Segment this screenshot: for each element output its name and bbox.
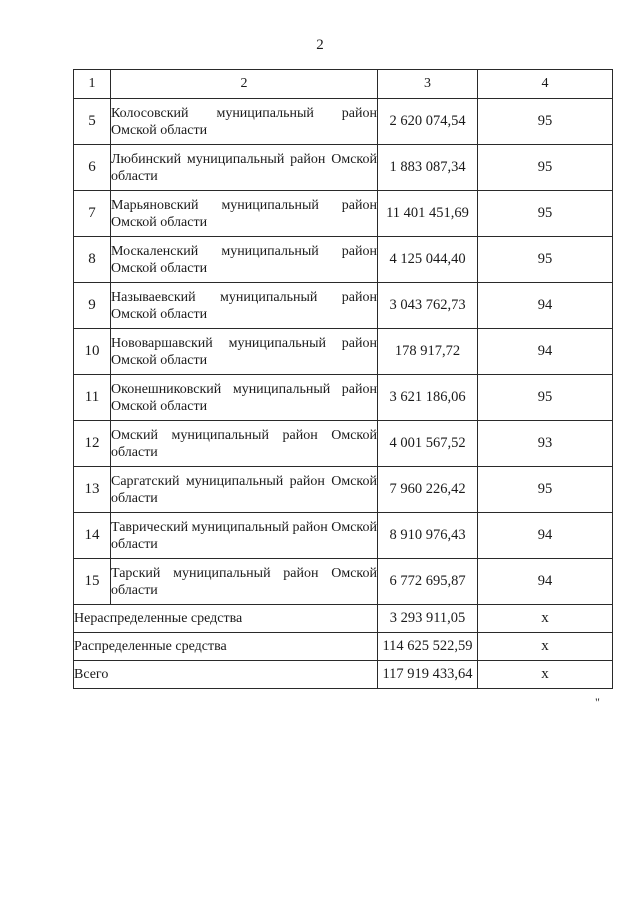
amount-cell: 178 917,72 — [378, 329, 478, 375]
table-row — [74, 559, 613, 605]
closing-quote: " — [595, 695, 600, 709]
summary-row-total — [74, 661, 613, 689]
summary-row-undistributed — [74, 605, 613, 633]
summary-amount: 114 625 522,59 — [378, 633, 478, 661]
percent-cell: 95 — [478, 191, 613, 237]
table-row — [74, 237, 613, 283]
amount-cell: 3 043 762,73 — [378, 283, 478, 329]
percent-cell: 93 — [478, 421, 613, 467]
row-number: 6 — [74, 145, 111, 191]
row-number: 10 — [74, 329, 111, 375]
amount-cell: 6 772 695,87 — [378, 559, 478, 605]
summary-amount: 117 919 433,64 — [378, 661, 478, 689]
table-row — [74, 375, 613, 421]
amount-cell: 7 960 226,42 — [378, 467, 478, 513]
percent-cell: 95 — [478, 145, 613, 191]
district-name: Омский муниципальный район Омской области — [111, 421, 378, 467]
row-number: 11 — [74, 375, 111, 421]
allocation-table — [73, 69, 613, 689]
column-header-3: 3 — [378, 70, 478, 99]
percent-cell: 94 — [478, 559, 613, 605]
column-header-2: 2 — [111, 70, 378, 99]
summary-amount: 3 293 911,05 — [378, 605, 478, 633]
row-number: 7 — [74, 191, 111, 237]
summary-label: Всего — [74, 661, 378, 689]
summary-mark: х — [478, 605, 613, 633]
percent-cell: 95 — [478, 237, 613, 283]
summary-label: Нераспределенные средства — [74, 605, 378, 633]
column-header-4: 4 — [478, 70, 613, 99]
table-row — [74, 513, 613, 559]
row-number: 12 — [74, 421, 111, 467]
district-name: Колосовский муниципальный район Омской области — [111, 99, 378, 145]
percent-cell: 95 — [478, 375, 613, 421]
row-number: 14 — [74, 513, 111, 559]
percent-cell: 95 — [478, 99, 613, 145]
amount-cell: 4 001 567,52 — [378, 421, 478, 467]
district-name: Нововаршавский муниципальный район Омской области — [111, 329, 378, 375]
row-number: 13 — [74, 467, 111, 513]
amount-cell: 11 401 451,69 — [378, 191, 478, 237]
summary-row-distributed — [74, 633, 613, 661]
percent-cell: 94 — [478, 283, 613, 329]
percent-cell: 94 — [478, 513, 613, 559]
summary-mark: х — [478, 661, 613, 689]
row-number: 9 — [74, 283, 111, 329]
table-row — [74, 99, 613, 145]
summary-label: Распределенные средства — [74, 633, 378, 661]
amount-cell: 1 883 087,34 — [378, 145, 478, 191]
amount-cell: 2 620 074,54 — [378, 99, 478, 145]
summary-mark: х — [478, 633, 613, 661]
table-header-row — [74, 70, 613, 99]
row-number: 5 — [74, 99, 111, 145]
table-row — [74, 421, 613, 467]
column-header-1: 1 — [74, 70, 111, 99]
percent-cell: 94 — [478, 329, 613, 375]
district-name: Саргатский муниципальный район Омской области — [111, 467, 378, 513]
district-name: Тарский муниципальный район Омской области — [111, 559, 378, 605]
table-row — [74, 283, 613, 329]
row-number: 15 — [74, 559, 111, 605]
row-number: 8 — [74, 237, 111, 283]
district-name: Марьяновский муниципальный район Омской области — [111, 191, 378, 237]
table-row — [74, 329, 613, 375]
table-row — [74, 467, 613, 513]
district-name: Называевский муниципальный район Омской области — [111, 283, 378, 329]
amount-cell: 3 621 186,06 — [378, 375, 478, 421]
district-name: Таврический муниципальный район Омской области — [111, 513, 378, 559]
district-name: Любинский муниципальный район Омской области — [111, 145, 378, 191]
table-row — [74, 191, 613, 237]
amount-cell: 4 125 044,40 — [378, 237, 478, 283]
district-name: Оконешниковский муниципальный район Омской области — [111, 375, 378, 421]
table-row — [74, 145, 613, 191]
district-name: Москаленский муниципальный район Омской области — [111, 237, 378, 283]
percent-cell: 95 — [478, 467, 613, 513]
page-number: 2 — [316, 37, 324, 53]
amount-cell: 8 910 976,43 — [378, 513, 478, 559]
